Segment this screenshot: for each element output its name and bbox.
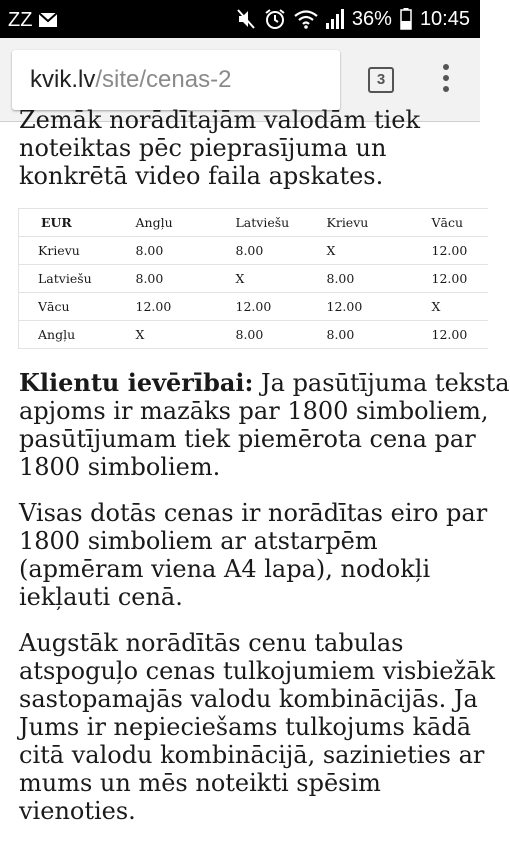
text-line: sastopamajās valodu kombinācijās. Ja (19, 685, 478, 713)
text-line: (apmēram viena A4 lapa), nodokļi (19, 555, 431, 583)
table-row (19, 321, 489, 349)
text-line: konkrētā video faila apskates. (19, 162, 384, 190)
text-line: Visas dotās cenas ir norādītas eiro par (19, 499, 488, 527)
status-bar (0, 0, 480, 38)
text-line: Augstāk norādītās cenu tabulas (19, 629, 404, 657)
url-host: kvik.lv (30, 66, 96, 93)
text-line: 1800 simboliem. (19, 453, 221, 481)
text-line: iekļauti cenā. (19, 583, 183, 611)
table-cell: 8.00 (327, 265, 432, 293)
table-corner-currency: EUR (19, 209, 136, 237)
battery-icon (400, 8, 412, 30)
text-line: noteiktas pēc pieprasījuma un (19, 134, 387, 162)
notice-bold-lead: Klientu ievērībai: (19, 368, 254, 397)
text-line: Zemāk norādītajām valodām tiek (19, 106, 421, 134)
table-cell: 8.00 (136, 237, 236, 265)
table-cell: 12.00 (236, 293, 327, 321)
table-row (19, 265, 489, 293)
table-cell: 12.00 (136, 293, 236, 321)
status-bar-right (236, 7, 470, 31)
client-notice-paragraph (19, 368, 510, 481)
column-header: Angļu (136, 209, 236, 237)
battery-percent: 36% (351, 8, 392, 30)
status-bar-left (8, 8, 58, 32)
table-cell: 12.00 (432, 321, 489, 349)
text-line: citā valodu kombinācijā, sazinieties ar (19, 741, 485, 769)
price-table (18, 208, 488, 349)
status-time: 10:45 (419, 8, 470, 30)
text-line (19, 368, 510, 397)
column-header: Vācu (432, 209, 489, 237)
alarm-icon (264, 8, 286, 30)
table-cell: 12.00 (432, 265, 489, 293)
text-fragment: Ja pasūtījuma teksta (253, 369, 510, 397)
url-bar[interactable] (12, 50, 340, 110)
text-line: vienoties. (19, 797, 136, 825)
row-header: Vācu (19, 293, 136, 321)
table-cell: 8.00 (136, 265, 236, 293)
text-line: mums un mēs noteikti spēsim (19, 769, 381, 797)
url-path: /site/cenas-2 (95, 66, 232, 93)
table-cell: 8.00 (327, 321, 432, 349)
text-line: pasūtījumam tiek piemērota cena par (19, 425, 476, 453)
column-header: Krievu (327, 209, 432, 237)
text-line: atspoguļo cenas tulkojumiem visbiežāk (19, 657, 495, 685)
row-header: Angļu (19, 321, 136, 349)
signal-icon (326, 9, 344, 29)
page-content (0, 106, 510, 854)
combinations-paragraph (19, 629, 495, 825)
intro-text (19, 106, 489, 190)
wifi-icon (294, 9, 318, 29)
table-cell: 8.00 (236, 237, 327, 265)
table-cell: X (327, 237, 432, 265)
status-left-text: ZZ (8, 9, 33, 31)
table-cell: 12.00 (327, 293, 432, 321)
gmail-icon (38, 12, 58, 28)
table-row (19, 293, 489, 321)
column-header: Latviešu (236, 209, 327, 237)
table-cell: X (136, 321, 236, 349)
table-cell: X (236, 265, 327, 293)
table-header-row (19, 209, 489, 237)
menu-dots-icon[interactable] (436, 64, 456, 96)
row-header: Latviešu (19, 265, 136, 293)
table-cell: 8.00 (236, 321, 327, 349)
table-row (19, 237, 489, 265)
table-cell: 12.00 (432, 237, 489, 265)
prices-note-paragraph (19, 499, 489, 611)
mute-icon (236, 8, 256, 30)
text-line: 1800 simboliem ar atstarpēm (19, 527, 378, 555)
tab-switcher-button[interactable]: 3 (368, 67, 394, 93)
row-header: Krievu (19, 237, 136, 265)
table-cell: X (432, 293, 489, 321)
text-line: apjoms ir mazāks par 1800 simboliem, (19, 397, 489, 425)
text-line: Jums ir nepieciešams tulkojums kādā (19, 713, 472, 741)
